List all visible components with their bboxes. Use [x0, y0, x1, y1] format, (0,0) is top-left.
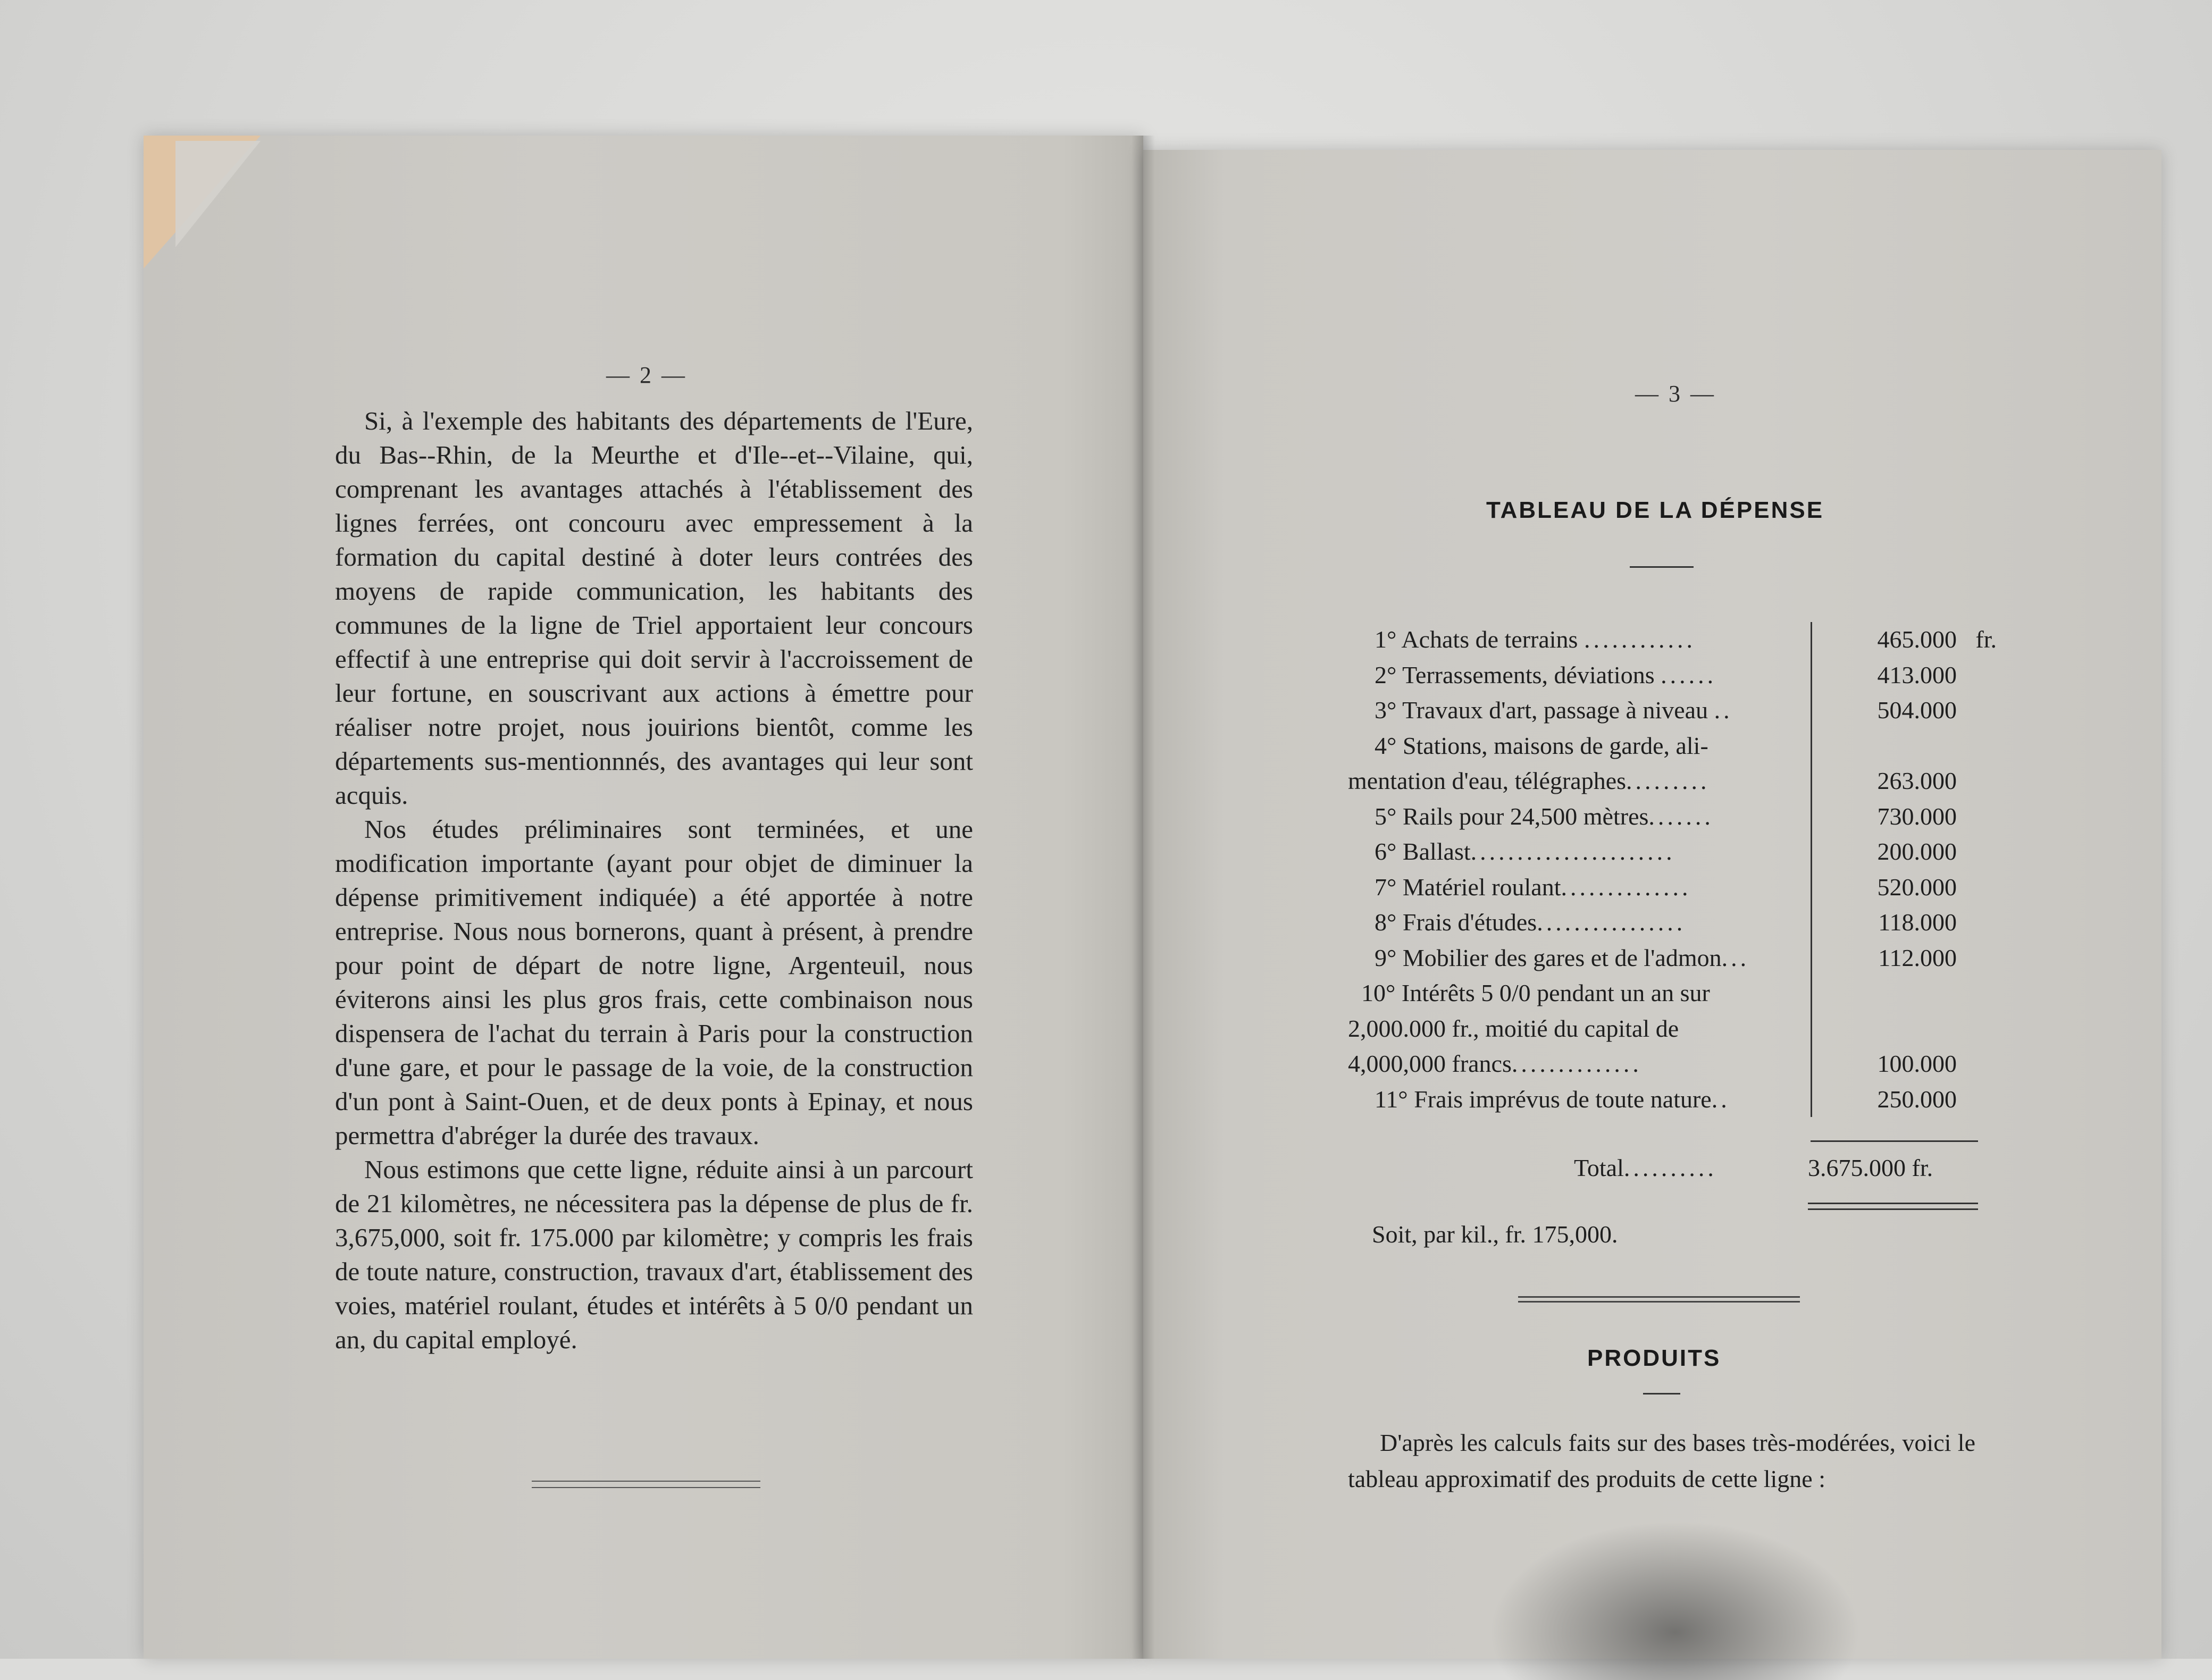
- book-gutter: [1132, 136, 1155, 1659]
- folded-corner-flap: [175, 141, 261, 247]
- expense-label: 4° Stations, maisons de garde, ali-: [1375, 732, 1708, 759]
- expense-amount: 465.000: [1877, 626, 1957, 653]
- sum-rule: [1811, 1140, 1978, 1142]
- produits-text: [1348, 1425, 1975, 1497]
- leader-dots: ..............: [1561, 873, 1691, 901]
- left-end-rule-2: [532, 1487, 760, 1488]
- expense-row: [1348, 1011, 1986, 1047]
- produits-paragraph: D'après les calculs faits sur des bases très-modérées, voici le tableau approximatif des produits de cette ligne :: [1348, 1429, 1975, 1492]
- expense-row: [1348, 940, 1986, 976]
- expense-amount: 100.000: [1877, 1050, 1957, 1077]
- expense-amount: 504.000: [1877, 696, 1957, 724]
- per-km-cost: Soit, par kil., fr. 175,000.: [1372, 1221, 1618, 1248]
- paragraph-3: Nous estimons que cette ligne, réduite ainsi à un parcourt de 21 kilomètres, ne nécessitera pas la dépense de plus de fr. 3,675,000, soit fr. 175.000 par kilomètre; y compris les frais de toute nature, construction, travaux d'art, établissement des voies, matériel roulant, études et intérêts à 5 0/0 pendant un an, du capital employé.: [335, 1155, 973, 1354]
- left-page-text: [335, 404, 973, 1357]
- expense-label: 9° Mobilier des gares et de l'admon: [1375, 944, 1722, 971]
- right-page-number: — 3 —: [1635, 381, 1716, 407]
- expense-table-title: TABLEAU DE LA DÉPENSE: [1486, 497, 1824, 523]
- expense-label: 6° Ballast: [1375, 838, 1471, 865]
- leader-dots: ...: [1721, 944, 1750, 971]
- expense-row: [1348, 763, 1986, 799]
- expense-amount: 118.000: [1878, 909, 1957, 936]
- expense-row: [1348, 1082, 1986, 1118]
- currency-unit: fr.: [1975, 626, 1997, 653]
- expense-label: 5° Rails pour 24,500 mètres: [1375, 802, 1649, 830]
- expense-row: [1348, 658, 1986, 693]
- expense-amount: 263.000: [1877, 767, 1957, 794]
- expense-label: mentation d'eau, télégraphes: [1348, 767, 1627, 794]
- section-divider: [1518, 1296, 1800, 1303]
- expense-amount: 200.000: [1877, 838, 1957, 865]
- expense-label: 3° Travaux d'art, passage à niveau: [1375, 696, 1708, 724]
- expense-amount: 730.000: [1877, 802, 1957, 830]
- total-label: [1574, 1154, 1717, 1182]
- leader-dots: ......: [1661, 661, 1717, 688]
- expense-label: 7° Matériel roulant: [1375, 873, 1561, 901]
- left-end-rule: [532, 1481, 760, 1482]
- expense-label: 10° Intérêts 5 0/0 pendant un an sur: [1361, 979, 1710, 1006]
- expense-label: 8° Frais d'études: [1375, 909, 1537, 936]
- produits-rule: [1643, 1393, 1680, 1395]
- paragraph-2: Nos études préliminaires sont terminées, et une modification importante (ayant pour objet de diminuer la dépense primitivement indiquée) a été apportée à notre entreprise. Nous nous bornerons, quant à présent, à prendre pour point de départ de notre ligne, Argenteuil, nous éviterons ainsi les plus gros frais, cette combinaison nous dispensera de l'achat du terrain à Paris pour la construction d'une gare, et pour le passage de la voie, de la construction d'un pont à Saint-Ouen, et de deux ponts à Epinay, et nous permettra d'abréger la durée des travaux.: [335, 814, 973, 1150]
- total-label-text: Total: [1574, 1154, 1624, 1181]
- expense-label: 2° Terrassements, déviations: [1375, 661, 1655, 688]
- leader-dots: .........: [1626, 767, 1710, 794]
- expense-row: [1348, 799, 1986, 835]
- expense-row: [1348, 870, 1986, 905]
- expense-row: [1348, 728, 1986, 764]
- expense-row: [1348, 976, 1986, 1011]
- leader-dots: ................: [1537, 909, 1686, 936]
- expense-label: 2,000.000 fr., moitié du capital de: [1348, 1014, 1679, 1042]
- expense-row: [1348, 905, 1986, 940]
- left-page-number: — 2 —: [606, 362, 687, 388]
- paragraph-1: Si, à l'exemple des habitants des départements de l'Eure, du Bas--Rhin, de la Meurthe et d'Ile--et--Vilaine, qui, comprenant les avantages attachés à l'établissement des lignes ferrées, ont concouru avec empressement à la formation du capital destiné à doter leurs contrées des moyens de rapide communication, les habitants des communes de la ligne de Triel apportaient leur concours effectif à une entreprise qui doit servir à l'accroissement de leur fortune, en souscrivant aux actions à émettre pour réaliser notre projet, nous jouirions bientôt, comme les départements sus-mentionnnés, des avantages qui leur sont acquis.: [335, 406, 973, 810]
- leader-dots: ..: [1711, 1085, 1730, 1113]
- leader-dots: ......................: [1470, 838, 1675, 865]
- expense-amount: 250.000: [1877, 1085, 1957, 1113]
- expense-row: [1348, 834, 1986, 870]
- hand-shadow: [1489, 1521, 1861, 1680]
- expense-label: 4,000,000 francs: [1348, 1050, 1512, 1077]
- leader-dots: ..: [1714, 696, 1733, 724]
- expense-row: [1348, 1046, 1986, 1082]
- leader-dots: ............: [1583, 626, 1696, 653]
- expense-label: 11° Frais imprévus de toute nature: [1375, 1085, 1712, 1113]
- leader-dots: ..............: [1511, 1050, 1642, 1077]
- expense-row: [1348, 622, 1997, 658]
- expense-label: 1° Achats de terrains: [1375, 626, 1578, 653]
- title-rule: [1630, 566, 1694, 568]
- expense-amount: 112.000: [1878, 944, 1957, 971]
- expense-amount: 520.000: [1877, 873, 1957, 901]
- expense-amount: 413.000: [1877, 661, 1957, 688]
- leader-dots: .......: [1648, 802, 1714, 830]
- expense-table: [1348, 622, 1997, 1117]
- total-amount: 3.675.000 fr.: [1808, 1154, 1933, 1181]
- produits-title: PRODUITS: [1587, 1345, 1721, 1371]
- total-dots: ..........: [1623, 1154, 1717, 1181]
- expense-row: [1348, 693, 1986, 728]
- total-double-rule: [1808, 1203, 1978, 1210]
